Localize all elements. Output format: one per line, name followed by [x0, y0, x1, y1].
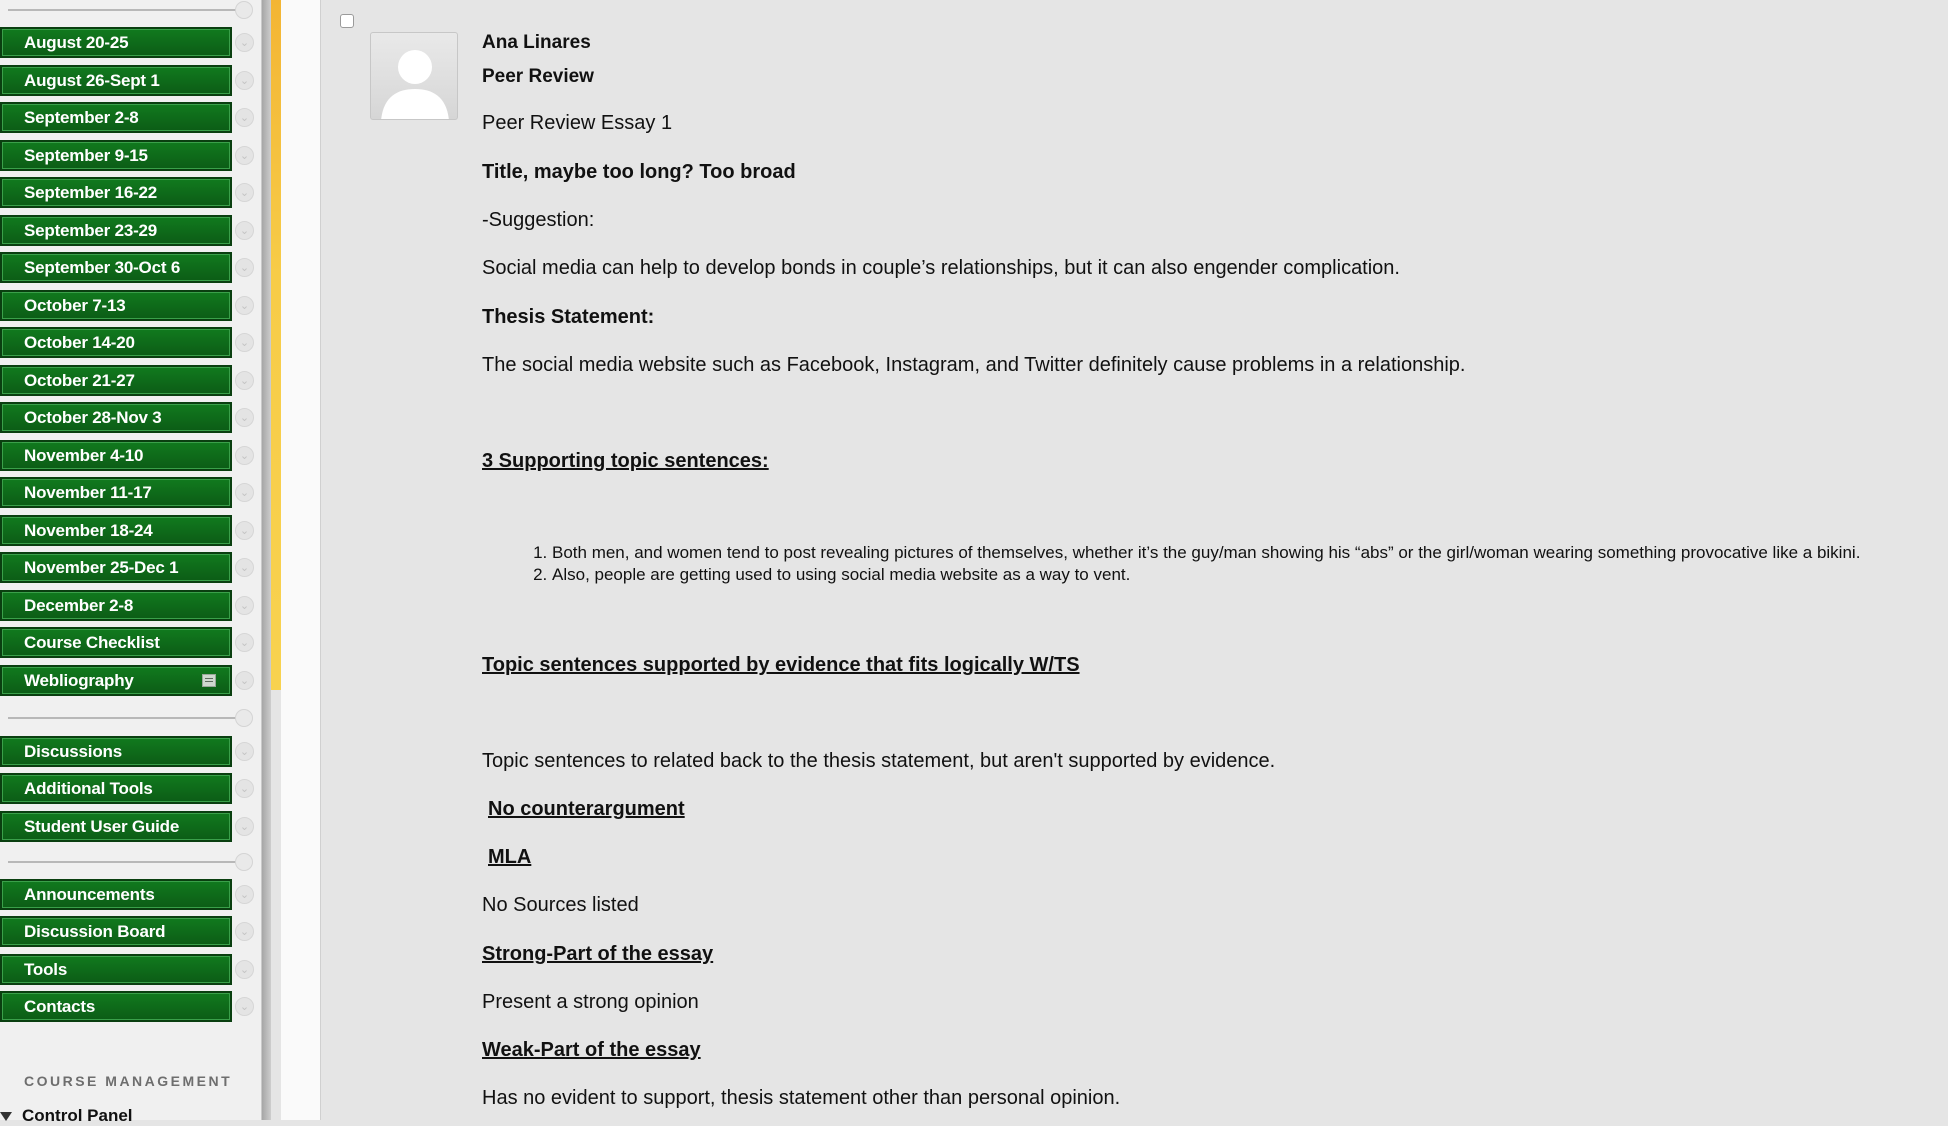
sidebar-item-course-checklist[interactable]: [0, 627, 232, 658]
suggestion-text: Social media can help to develop bonds in couple’s relationships, but it can also engender complication.: [482, 257, 1400, 279]
supporting-list: [534, 542, 1860, 586]
menu-scrollbar[interactable]: [262, 0, 271, 1120]
chevron-down-icon[interactable]: ⌄: [235, 221, 254, 240]
sidebar-item-september-2-8[interactable]: [0, 102, 232, 133]
sidebar-item-label: October 21-27: [24, 371, 135, 390]
divider-handle[interactable]: [235, 1, 253, 19]
chevron-down-icon[interactable]: ⌄: [235, 33, 254, 52]
list-item: 1. Both men, and women tend to post revealing pictures of themselves, whether it’s the guy/man showing his “abs” or the girl/woman wearing something provocative like a bikini.: [552, 542, 1860, 564]
sidebar-item-november-25-dec-1[interactable]: [0, 552, 232, 583]
sidebar-item-label: October 14-20: [24, 333, 135, 352]
sidebar-item-label: August 20-25: [24, 33, 129, 52]
chevron-down-icon[interactable]: ⌄: [235, 779, 254, 798]
sidebar-item-label: September 9-15: [24, 146, 148, 165]
sidebar-item-september-9-15[interactable]: [0, 140, 232, 171]
sidebar-item-november-18-24[interactable]: [0, 515, 232, 546]
chevron-down-icon[interactable]: ⌄: [235, 408, 254, 427]
sidebar-item-additional-tools[interactable]: [0, 773, 232, 804]
chevron-down-icon[interactable]: ⌄: [235, 596, 254, 615]
weak-heading: Weak-Part of the essay: [482, 1039, 701, 1061]
chevron-down-icon[interactable]: ⌄: [235, 558, 254, 577]
strong-text: Present a strong opinion: [482, 991, 699, 1013]
chevron-down-icon[interactable]: ⌄: [235, 71, 254, 90]
sidebar-item-label: October 7-13: [24, 296, 126, 315]
discussion-post-area: [322, 0, 1948, 1120]
course-menu-sidebar: [0, 0, 262, 1125]
sidebar-item-august-20-25[interactable]: [0, 27, 232, 58]
sidebar-item-announcements[interactable]: [0, 879, 232, 910]
chevron-down-icon[interactable]: ⌄: [235, 333, 254, 352]
chevron-down-icon[interactable]: ⌄: [235, 483, 254, 502]
sidebar-item-october-28-nov-3[interactable]: [0, 402, 232, 433]
sidebar-item-label: Contacts: [24, 997, 96, 1016]
chevron-down-icon[interactable]: ⌄: [235, 446, 254, 465]
sidebar-item-label: Discussions: [24, 742, 122, 761]
chevron-down-icon[interactable]: ⌄: [235, 922, 254, 941]
sidebar-item-label: Discussion Board: [24, 922, 166, 941]
chevron-down-icon[interactable]: ⌄: [235, 183, 254, 202]
sidebar-item-october-7-13[interactable]: [0, 290, 232, 321]
sidebar-item-label: Tools: [24, 960, 68, 979]
sidebar-item-label: Student User Guide: [24, 817, 180, 836]
thesis-text: The social media website such as Facebook, Instagram, and Twitter definitely cause problems in a relationship.: [482, 354, 1466, 376]
post-author[interactable]: Ana Linares: [482, 32, 591, 53]
sidebar-item-august-26-sept-1[interactable]: [0, 65, 232, 96]
sidebar-item-label: Course Checklist: [24, 633, 160, 652]
menu-divider: [8, 9, 238, 11]
sidebar-item-label: October 28-Nov 3: [24, 408, 162, 427]
default-user-icon: [371, 33, 458, 120]
sidebar-item-label: November 25-Dec 1: [24, 558, 179, 577]
list-item: 2. Also, people are getting used to using social media website as a way to vent.: [552, 564, 1860, 586]
sidebar-item-september-30-oct-6[interactable]: [0, 252, 232, 283]
content-gutter: [281, 0, 321, 1120]
supporting-heading: 3 Supporting topic sentences:: [482, 450, 769, 472]
select-post-checkbox[interactable]: [340, 14, 354, 28]
chevron-down-icon[interactable]: ⌄: [235, 633, 254, 652]
divider-handle[interactable]: [235, 853, 253, 871]
post-line: Peer Review Essay 1: [482, 112, 673, 134]
title-heading: Title, maybe too long? Too broad: [482, 161, 796, 183]
sidebar-item-label: November 4-10: [24, 446, 144, 465]
menu-divider: [8, 861, 238, 863]
chevron-down-icon[interactable]: ⌄: [235, 521, 254, 540]
suggestion-label: -Suggestion:: [482, 209, 595, 231]
post-subject: Peer Review: [482, 66, 594, 87]
sidebar-item-october-21-27[interactable]: [0, 365, 232, 396]
sidebar-item-discussions[interactable]: [0, 736, 232, 767]
menu-divider: [8, 717, 238, 719]
sidebar-item-tools[interactable]: [0, 954, 232, 985]
chevron-down-icon[interactable]: ⌄: [235, 258, 254, 277]
sidebar-item-september-16-22[interactable]: [0, 177, 232, 208]
avatar: [370, 32, 458, 120]
chevron-down-icon[interactable]: ⌄: [235, 296, 254, 315]
chevron-down-icon[interactable]: ⌄: [235, 885, 254, 904]
chevron-down-icon[interactable]: ⌄: [235, 742, 254, 761]
chevron-down-icon[interactable]: ⌄: [235, 146, 254, 165]
sidebar-item-student-user-guide[interactable]: [0, 811, 232, 842]
list-icon: [202, 674, 216, 687]
sidebar-item-november-11-17[interactable]: [0, 477, 232, 508]
sidebar-item-label: August 26-Sept 1: [24, 71, 160, 90]
strong-heading: Strong-Part of the essay: [482, 943, 714, 965]
sidebar-item-october-14-20[interactable]: [0, 327, 232, 358]
divider-handle[interactable]: [235, 709, 253, 727]
chevron-down-icon[interactable]: ⌄: [235, 108, 254, 127]
accent-bar: [271, 0, 281, 690]
sidebar-item-label: Announcements: [24, 885, 155, 904]
sidebar-item-label: November 11-17: [24, 483, 152, 502]
mla-heading: MLA: [488, 846, 532, 868]
sidebar-item-label: September 16-22: [24, 183, 158, 202]
counterargument-heading: No counterargument: [488, 798, 685, 820]
chevron-down-icon[interactable]: ⌄: [235, 997, 254, 1016]
chevron-down-icon[interactable]: ⌄: [235, 960, 254, 979]
sidebar-item-label: September 30-Oct 6: [24, 258, 181, 277]
control-panel-label: Control Panel: [22, 1106, 133, 1125]
sidebar-item-label: November 18-24: [24, 521, 153, 540]
chevron-down-icon[interactable]: ⌄: [235, 817, 254, 836]
sidebar-item-label: September 23-29: [24, 221, 158, 240]
chevron-down-icon[interactable]: ⌄: [235, 371, 254, 390]
control-panel-toggle[interactable]: [0, 1106, 133, 1126]
sidebar-item-webliography[interactable]: [0, 665, 232, 696]
sidebar-item-label: Additional Tools: [24, 779, 153, 798]
weak-text: Has no evident to support, thesis statement other than personal opinion.: [482, 1087, 1121, 1109]
sidebar-item-label: December 2-8: [24, 596, 134, 615]
course-management-heading: COURSE MANAGEMENT: [24, 1073, 233, 1089]
mla-text: No Sources listed: [482, 894, 639, 916]
sidebar-item-december-2-8[interactable]: [0, 590, 232, 621]
sidebar-item-september-23-29[interactable]: [0, 215, 232, 246]
chevron-down-icon[interactable]: ⌄: [235, 671, 254, 690]
evidence-heading: Topic sentences supported by evidence that fits logically W/TS: [482, 654, 1080, 676]
sidebar-item-label: September 2-8: [24, 108, 139, 127]
sidebar-item-label: Webliography: [24, 671, 134, 690]
sidebar-item-november-4-10[interactable]: [0, 440, 232, 471]
sidebar-item-discussion-board[interactable]: [0, 916, 232, 947]
thesis-heading: Thesis Statement:: [482, 306, 655, 328]
evidence-text: Topic sentences to related back to the thesis statement, but aren't supported by evidence.: [482, 750, 1276, 772]
sidebar-item-contacts[interactable]: [0, 991, 232, 1022]
